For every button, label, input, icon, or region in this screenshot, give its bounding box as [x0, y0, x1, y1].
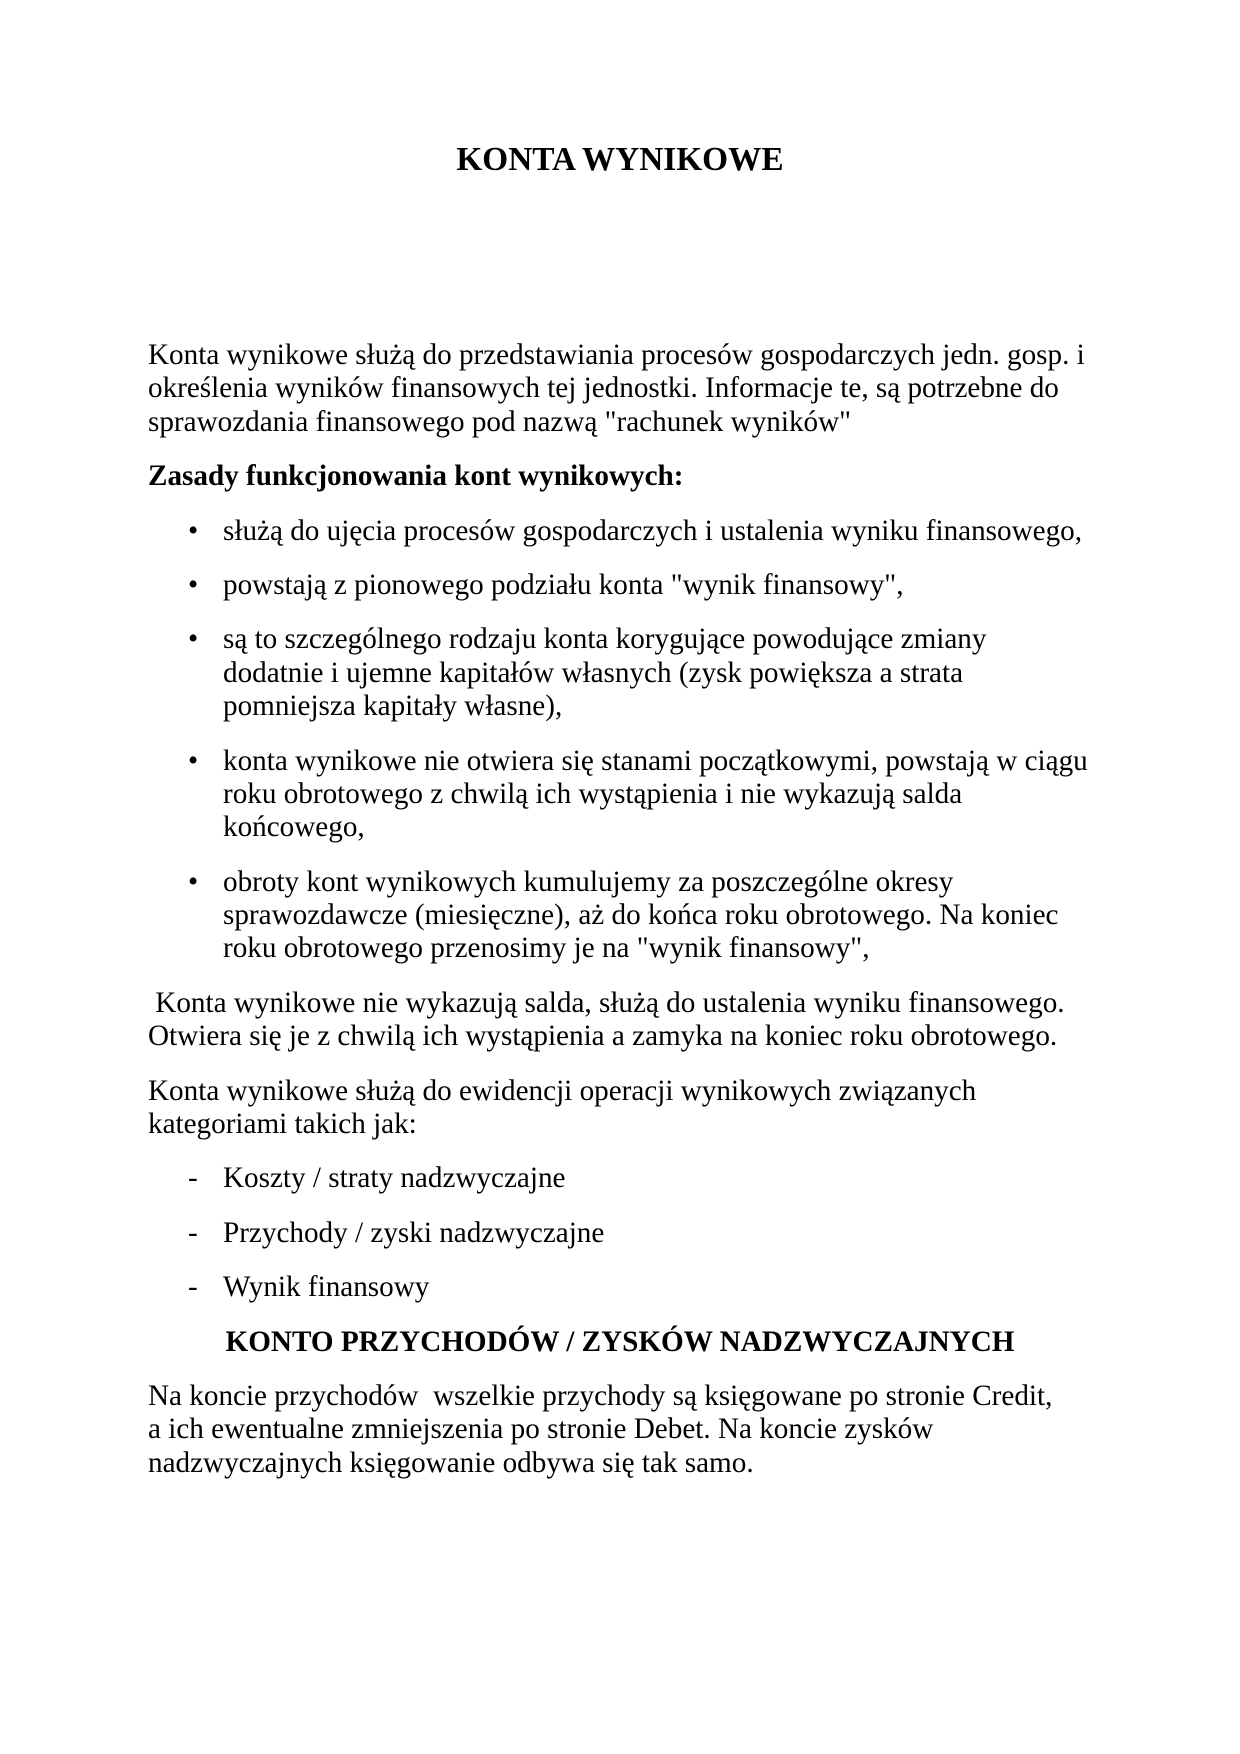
- text-line: końcowego,: [223, 811, 365, 844]
- bullet-marker: •: [188, 623, 199, 656]
- text-line: Wynik finansowy: [223, 1271, 430, 1304]
- categories-intro-paragraph: [148, 1075, 1092, 1142]
- text-line: kategoriami takich jak:: [148, 1108, 417, 1141]
- section-heading: [148, 1326, 1092, 1359]
- text-line: pomniejsza kapitały własne),: [223, 690, 563, 723]
- text-line: a ich ewentualne zmniejszenia po stronie Debet. Na koncie zysków: [148, 1413, 934, 1446]
- text-line: Na koncie przychodów wszelkie przychody są księgowane po stronie Credit,: [148, 1379, 1053, 1412]
- text-line: nadzwyczajnych księgowanie odbywa się tak samo.: [148, 1446, 754, 1479]
- dash-marker: -: [188, 1271, 198, 1304]
- text-line: określenia wyników finansowych tej jednostki. Informacje te, są potrzebne do: [148, 372, 1059, 405]
- text-line: sprawozdania finansowego pod nazwą "rachunek wyników": [148, 405, 852, 438]
- rule-item: [148, 515, 1092, 548]
- bullet-marker: •: [188, 514, 199, 547]
- balance-note-paragraph: [148, 987, 1092, 1054]
- category-item: [148, 1162, 1092, 1195]
- intro-paragraph: [148, 339, 1092, 439]
- text-line: służą do ujęcia procesów gospodarczych i ustalenia wyniku finansowego,: [223, 514, 1083, 547]
- text-line: obroty kont wynikowych kumulujemy za poszczególne okresy: [223, 865, 954, 898]
- text-line: Konta wynikowe służą do przedstawiania procesów gospodarczych jedn. gosp. i: [148, 339, 1085, 371]
- heading-text: Zasady funkcjonowania kont wynikowych:: [148, 460, 684, 493]
- dash-marker: -: [188, 1216, 198, 1249]
- page-title: KONTA WYNIKOWE: [456, 141, 784, 178]
- text-line: Przychody / zyski nadzwyczajne: [223, 1216, 605, 1249]
- rule-item: [148, 569, 1092, 602]
- text-line: Koszty / straty nadzwyczajne: [223, 1162, 566, 1195]
- text-line: powstają z pionowego podziału konta "wynik finansowy",: [223, 568, 904, 601]
- text-line: Otwiera się je z chwilą ich wystąpienia a zamyka na koniec roku obrotowego.: [148, 1020, 1058, 1053]
- text-line: Konta wynikowe służą do ewidencji operacji wynikowych związanych: [148, 1074, 977, 1107]
- categories-list: [148, 1162, 1092, 1304]
- category-item: [148, 1217, 1092, 1250]
- category-item: [148, 1271, 1092, 1304]
- rules-heading: [148, 460, 1092, 493]
- rule-item: [148, 745, 1092, 845]
- text-line: Konta wynikowe nie wykazują salda, służą do ustalenia wyniku finansowego.: [148, 986, 1065, 1019]
- rule-item: [148, 866, 1092, 966]
- bullet-marker: •: [188, 865, 199, 898]
- text-line: sprawozdawcze (miesięczne), aż do końca roku obrotowego. Na koniec: [223, 899, 1059, 932]
- text-line: dodatnie i ujemne kapitałów własnych (zysk powiększa a strata: [223, 656, 964, 689]
- heading-text: KONTO PRZYCHODÓW / ZYSKÓW NADZWYCZAJNYCH: [225, 1325, 1015, 1358]
- rule-item: [148, 623, 1092, 723]
- bullet-marker: •: [188, 744, 199, 777]
- text-line: roku obrotowego z chwilą ich wystąpienia i nie wykazują salda: [223, 777, 963, 810]
- dash-marker: -: [188, 1162, 198, 1195]
- document-body: [148, 339, 1092, 1501]
- bullet-marker: •: [188, 568, 199, 601]
- section-paragraph: [148, 1380, 1092, 1480]
- rules-list: [148, 515, 1092, 966]
- text-line: roku obrotowego przenosimy je na "wynik finansowy",: [223, 932, 870, 965]
- text-line: konta wynikowe nie otwiera się stanami początkowymi, powstają w ciągu: [223, 744, 1088, 777]
- text-line: są to szczególnego rodzaju konta korygujące powodujące zmiany: [223, 623, 987, 656]
